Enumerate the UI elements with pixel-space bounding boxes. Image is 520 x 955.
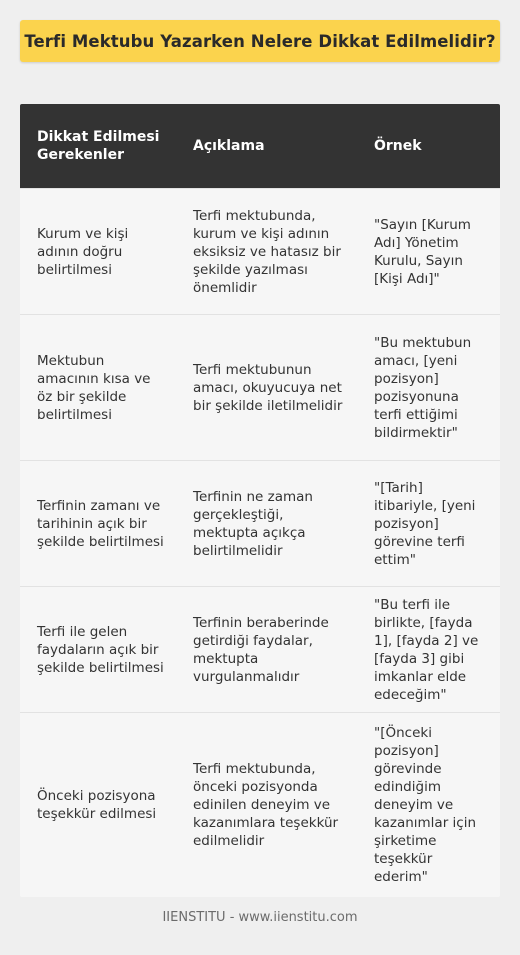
table-cell-description: Terfi mektubunda, kurum ve kişi adının eksiksiz ve hatasız bir şekilde yazılması önemlidir [193,207,341,296]
table-cell-criteria: Terfi ile gelen faydaların açık bir şekilde belirtilmesi [37,623,164,676]
table-row [20,712,500,897]
table-cell-example: "Bu mektubun amacı, [yeni pozisyon] pozisyonuna terfi ettiğimi bildirmektir" [374,334,472,441]
table-row [20,460,500,586]
table-cell-example: "[Önceki pozisyon] görevinde edindiğim deneyim ve kazanımlar için şirketime teşekkür ederim" [374,725,477,885]
header-cell-description: Açıklama [193,138,265,154]
table-cell-criteria: Kurum ve kişi adının doğru belirtilmesi [37,225,129,278]
table-row [20,314,500,460]
table-cell-example: "[Tarih] itibariyle, [yeni pozisyon] görevine terfi ettim" [374,479,476,568]
table-cell-example: "Sayın [Kurum Adı] Yönetim Kurulu, Sayın [Kişi Adı]" [374,216,471,287]
table-cell-description: Terfi mektubunun amacı, okuyucuya net bir şekilde iletilmelidir [193,361,343,414]
table-cell-criteria: Önceki pozisyona teşekkür edilmesi [37,788,157,822]
table-row [20,188,500,314]
tips-table [20,104,500,897]
title-banner [20,20,500,62]
header-cell-example: Örnek [374,138,422,154]
header-cell-criteria: Dikkat Edilmesi Gerekenler [37,129,160,163]
table-cell-example: "Bu terfi ile birlikte, [fayda 1], [fayda 2] ve [fayda 3] gibi imkanlar elde edeceğim" [374,596,479,703]
table-row [20,586,500,712]
table-cell-criteria: Mektubun amacının kısa ve öz bir şekilde belirtilmesi [37,352,151,423]
footer-credit: IIENSTITU - www.iienstitu.com [162,910,358,925]
page-title: Terfi Mektubu Yazarken Nelere Dikkat Edilmelidir? [24,31,496,51]
table-cell-description: Terfi mektubunda, önceki pozisyonda edinilen deneyim ve kazanımlara teşekkür edilmelidir [193,761,339,849]
table-cell-criteria: Terfinin zamanı ve tarihinin açık bir şekilde belirtilmesi [37,497,164,550]
table-header-row [20,104,500,188]
table-cell-description: Terfinin ne zaman gerçekleştiği, mektupta açıkça belirtilmelidir [193,488,313,559]
table-cell-description: Terfinin beraberinde getirdiği faydalar, mektupta vurgulanmalıdır [193,614,329,685]
